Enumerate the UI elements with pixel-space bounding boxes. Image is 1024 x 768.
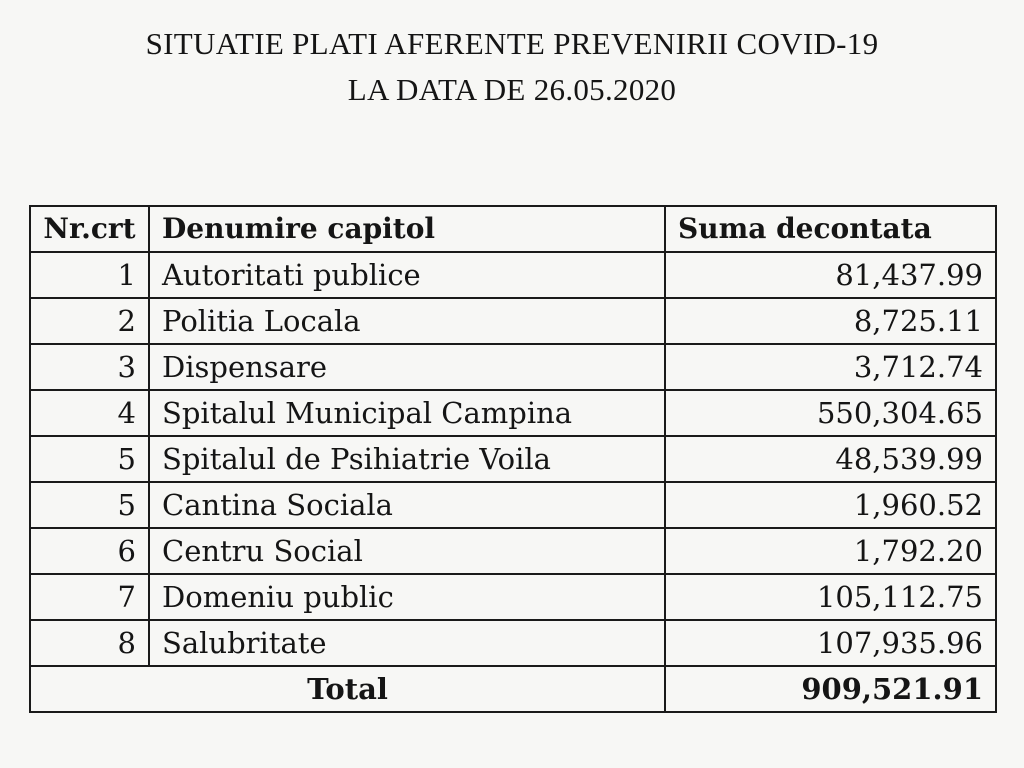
table-row — [30, 390, 996, 436]
row-amount: 8,725.11 — [665, 298, 996, 344]
table-row — [30, 574, 996, 620]
row-nr: 3 — [30, 344, 149, 390]
table-header-row — [30, 206, 996, 252]
row-name: Spitalul Municipal Campina — [149, 390, 665, 436]
row-nr: 6 — [30, 528, 149, 574]
row-amount: 105,112.75 — [665, 574, 996, 620]
row-nr: 4 — [30, 390, 149, 436]
table-row — [30, 620, 996, 666]
row-name: Dispensare — [149, 344, 665, 390]
row-amount: 550,304.65 — [665, 390, 996, 436]
total-label: Total — [30, 666, 665, 712]
row-amount: 1,792.20 — [665, 528, 996, 574]
row-nr: 5 — [30, 482, 149, 528]
row-amount: 48,539.99 — [665, 436, 996, 482]
row-name: Autoritati publice — [149, 252, 665, 298]
header-denumire-capitol: Denumire capitol — [149, 206, 665, 252]
table-row — [30, 344, 996, 390]
header-suma-decontata: Suma decontata — [665, 206, 996, 252]
total-amount: 909,521.91 — [665, 666, 996, 712]
row-nr: 5 — [30, 436, 149, 482]
row-nr: 7 — [30, 574, 149, 620]
row-nr: 8 — [30, 620, 149, 666]
row-name: Spitalul de Psihiatrie Voila — [149, 436, 665, 482]
row-amount: 1,960.52 — [665, 482, 996, 528]
row-name: Salubritate — [149, 620, 665, 666]
row-amount: 3,712.74 — [665, 344, 996, 390]
payments-table — [29, 205, 997, 713]
header-nr-crt: Nr.crt — [30, 206, 149, 252]
document-title: SITUATIE PLATI AFERENTE PREVENIRII COVID-19 — [145, 26, 879, 61]
row-nr: 1 — [30, 252, 149, 298]
row-nr: 2 — [30, 298, 149, 344]
row-name: Centru Social — [149, 528, 665, 574]
row-amount: 107,935.96 — [665, 620, 996, 666]
row-name: Politia Locala — [149, 298, 665, 344]
row-name: Cantina Sociala — [149, 482, 665, 528]
total-row — [30, 666, 996, 712]
table-row — [30, 482, 996, 528]
row-name: Domeniu public — [149, 574, 665, 620]
document-subtitle-date: LA DATA DE 26.05.2020 — [347, 72, 677, 107]
table-row — [30, 252, 996, 298]
table-row — [30, 436, 996, 482]
table-row — [30, 298, 996, 344]
row-amount: 81,437.99 — [665, 252, 996, 298]
table-row — [30, 528, 996, 574]
